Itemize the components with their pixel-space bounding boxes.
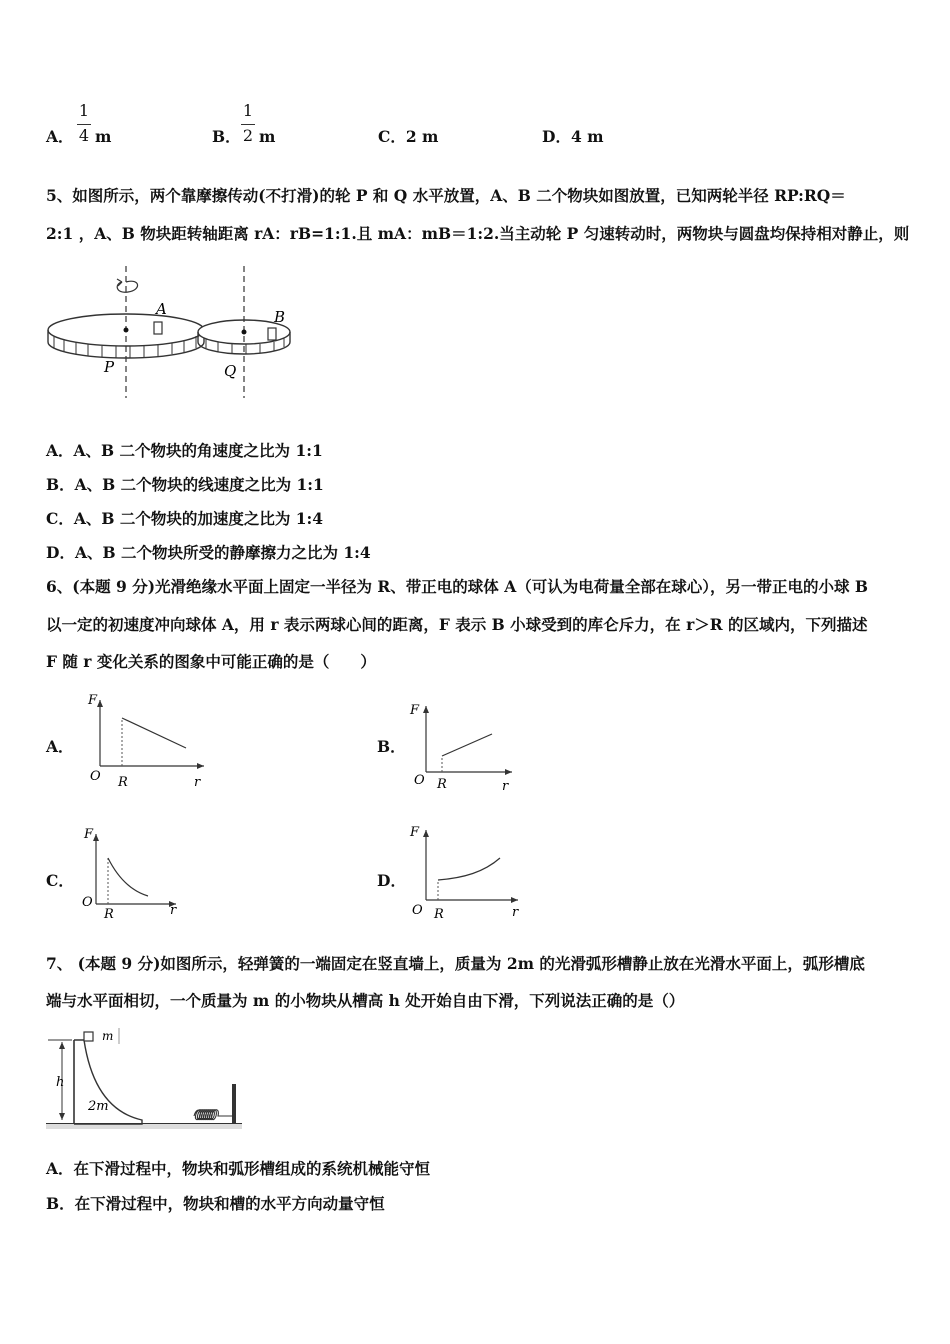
curve-c	[108, 858, 148, 896]
label-a: A	[156, 300, 167, 318]
block-b	[268, 328, 276, 340]
label-f: F	[410, 703, 420, 718]
label-big-r: R	[118, 775, 128, 790]
y-axis-arrow-icon	[93, 834, 99, 841]
label-r: r	[512, 905, 519, 920]
q6-option-c-label: C．	[46, 871, 74, 890]
q4-option-c: C．2 m	[378, 127, 439, 146]
label-h: h	[56, 1075, 65, 1090]
label-big-r: R	[437, 777, 447, 792]
curve-a	[122, 718, 186, 748]
spring-icon	[194, 1110, 234, 1120]
x-axis-arrow-icon	[511, 897, 518, 903]
q4-option-a-unit: m	[95, 127, 112, 146]
q4-option-b-label: B．	[212, 127, 241, 146]
x-axis-arrow-icon	[505, 769, 512, 775]
label-b: B	[274, 308, 286, 326]
curve-d	[438, 858, 500, 880]
label-f: F	[84, 827, 94, 842]
label-o: O	[90, 769, 101, 784]
q4-option-a-label: A．	[46, 127, 74, 146]
q5-stem-line2: 2:1 ，A、B 物块距转轴距离 rA：rB=1:1.且 mA：mB＝1:2.当主动轮 P 匀速转动时，两物块与圆盘均保持相对静止，则	[46, 224, 910, 243]
fraction-line	[241, 124, 255, 125]
label-q: Q	[224, 362, 237, 380]
q7-stem-line1: 7、 (本题 9 分)如图所示，轻弹簧的一端固定在竖直墙上，质量为 2m 的光滑弧形槽静止放在光滑水平面上，弧形槽底	[46, 954, 865, 973]
wheel-p-center	[124, 328, 129, 333]
label-o: O	[414, 773, 425, 788]
label-o: O	[412, 903, 423, 918]
label-o: O	[82, 895, 93, 910]
label-2m: 2m	[88, 1099, 109, 1114]
q4-a-numerator: 1	[78, 101, 90, 120]
q7-option-a: A．在下滑过程中，物块和弧形槽组成的系统机械能守恒	[46, 1159, 431, 1178]
label-f: F	[410, 825, 420, 840]
small-block	[84, 1032, 93, 1041]
q7-option-b: B．在下滑过程中，物块和槽的水平方向动量守恒	[46, 1194, 385, 1213]
q5-stem-line1: 5、如图所示，两个靠摩擦传动(不打滑)的轮 P 和 Q 水平放置，A、B 二个物块如图放置，已知两轮半径 RP:RQ＝	[46, 186, 846, 205]
q4-b-denominator: 2	[242, 126, 254, 145]
q6-graph-c	[80, 824, 190, 920]
q6-stem-line2: 以一定的初速度冲向球体 A，用 r 表示两球心间的距离，F 表示 B 小球受到的库仑斥力，在 r＞R 的区域内，下列描述	[46, 615, 868, 634]
q6-option-b-label: B．	[377, 737, 406, 756]
q6-graph-a	[84, 688, 214, 792]
q6-graph-d	[404, 820, 528, 922]
q6-stem-line1: 6、(本题 9 分)光滑绝缘水平面上固定一半径为 R、带正电的球体 A（可认为电荷量全部在球心），另一带正电的小球 B	[46, 577, 868, 596]
q5-option-a: A．A、B 二个物块的角速度之比为 1:1	[46, 441, 323, 460]
q4-option-b-unit: m	[259, 127, 276, 146]
label-r: r	[194, 775, 201, 790]
label-big-r: R	[104, 907, 114, 920]
q6-stem-line3: F 随 r 变化关系的图象中可能正确的是（ ）	[46, 652, 376, 671]
q4-b-numerator: 1	[242, 101, 254, 120]
wheel-q-center	[242, 330, 247, 335]
q6-option-d-label: D．	[377, 871, 406, 890]
y-axis-arrow-icon	[423, 830, 429, 837]
curve-b	[442, 734, 492, 756]
label-big-r: R	[434, 907, 444, 922]
label-m: m	[102, 1029, 114, 1043]
label-r: r	[170, 903, 177, 918]
x-axis-arrow-icon	[197, 763, 204, 769]
y-axis-arrow-icon	[423, 706, 429, 713]
fraction-line	[77, 124, 91, 125]
q5-option-b: B．A、B 二个物块的线速度之比为 1:1	[46, 475, 324, 494]
q4-a-denominator: 4	[78, 126, 90, 145]
y-axis-arrow-icon	[97, 700, 103, 707]
q5-option-c: C．A、B 二个物块的加速度之比为 1:4	[46, 509, 324, 528]
q6-option-a-label: A．	[46, 737, 74, 756]
q4-option-b-fraction	[240, 101, 256, 145]
block-a	[154, 322, 162, 334]
ground-hatch	[46, 1124, 242, 1129]
q6-graph-b	[404, 698, 524, 796]
rotation-arrow-icon	[117, 281, 137, 292]
q4-option-a-fraction	[76, 101, 92, 145]
label-r: r	[502, 779, 509, 794]
q5-wheels-figure	[44, 262, 304, 402]
q4-option-d: D．4 m	[542, 127, 604, 146]
q7-stem-line2: 端与水平面相切，一个质量为 m 的小物块从槽高 h 处开始自由下滑，下列说法正确的是（）	[46, 991, 685, 1010]
label-p: P	[104, 358, 115, 376]
q5-option-d: D．A、B 二个物块所受的静摩擦力之比为 1:4	[46, 543, 371, 562]
label-f: F	[88, 693, 98, 708]
q7-spring-figure	[44, 1024, 248, 1136]
